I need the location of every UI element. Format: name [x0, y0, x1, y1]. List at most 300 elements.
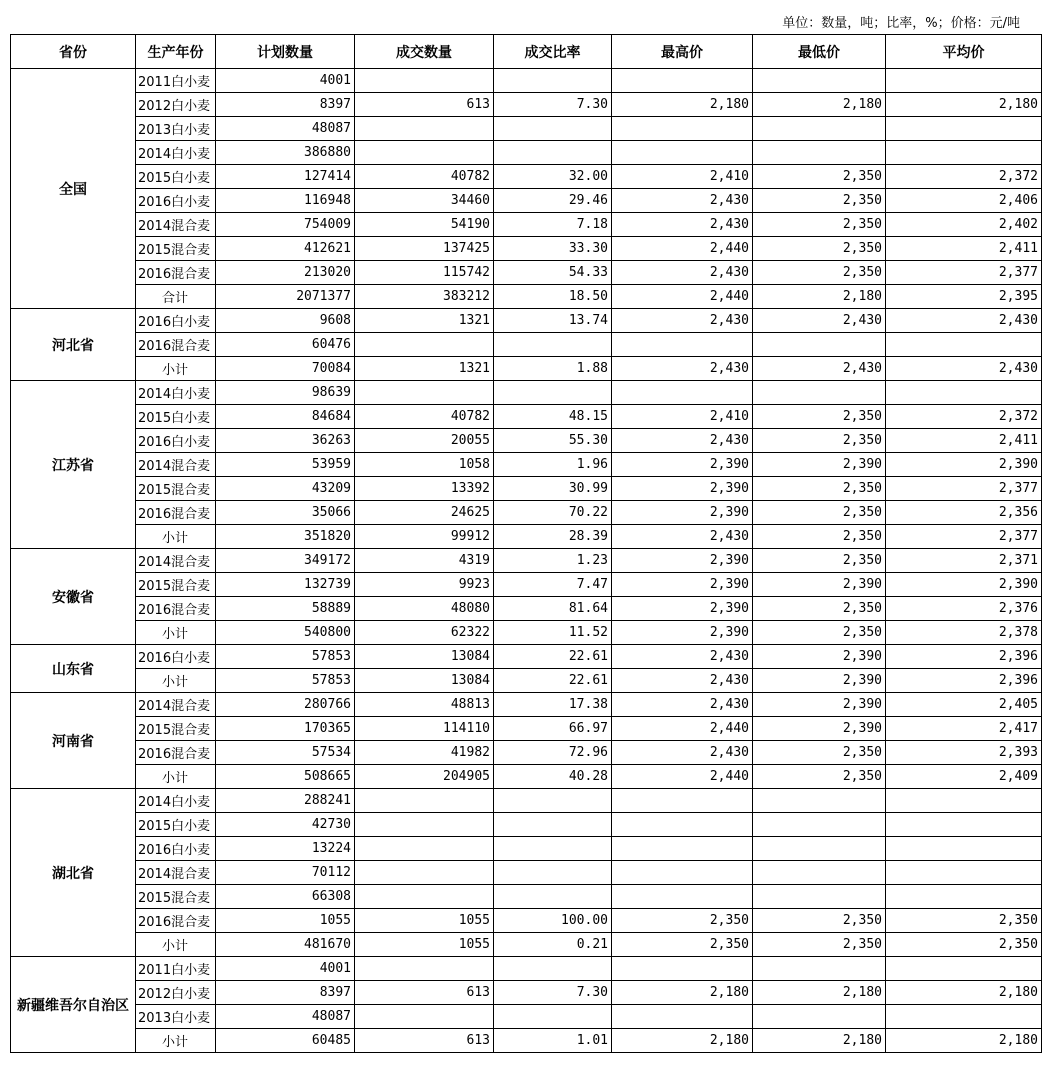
trade-ratio-cell: 54.33: [494, 261, 612, 285]
min-price-cell: 2,350: [753, 429, 886, 453]
trade-ratio-cell: 7.30: [494, 93, 612, 117]
table-row: [11, 237, 1042, 261]
province-cell: 新疆维吾尔自治区: [11, 957, 136, 1053]
min-price-cell: 2,350: [753, 189, 886, 213]
max-price-cell: 2,440: [612, 765, 753, 789]
traded-quantity-cell: [355, 333, 494, 357]
max-price-cell: 2,390: [612, 453, 753, 477]
trade-ratio-cell: [494, 789, 612, 813]
planned-quantity-cell: 42730: [216, 813, 355, 837]
min-price-cell: [753, 789, 886, 813]
avg-price-cell: [886, 861, 1042, 885]
trade-ratio-cell: 11.52: [494, 621, 612, 645]
avg-price-cell: 2,396: [886, 645, 1042, 669]
production-year-cell: 2015混合麦: [136, 885, 216, 909]
avg-price-cell: 2,180: [886, 93, 1042, 117]
traded-quantity-cell: 204905: [355, 765, 494, 789]
trade-ratio-cell: 1.96: [494, 453, 612, 477]
planned-quantity-cell: 70112: [216, 861, 355, 885]
planned-quantity-cell: 98639: [216, 381, 355, 405]
production-year-cell: 2015白小麦: [136, 813, 216, 837]
traded-quantity-cell: 99912: [355, 525, 494, 549]
trade-ratio-cell: 1.01: [494, 1029, 612, 1053]
max-price-cell: [612, 381, 753, 405]
max-price-cell: 2,440: [612, 717, 753, 741]
production-year-cell: 2012白小麦: [136, 93, 216, 117]
avg-price-cell: 2,430: [886, 357, 1042, 381]
province-cell: 全国: [11, 69, 136, 309]
max-price-cell: [612, 1005, 753, 1029]
avg-price-cell: 2,377: [886, 261, 1042, 285]
table-row: [11, 285, 1042, 309]
max-price-cell: 2,390: [612, 573, 753, 597]
table-row: [11, 717, 1042, 741]
min-price-cell: 2,350: [753, 237, 886, 261]
traded-quantity-cell: [355, 885, 494, 909]
trade-ratio-cell: 13.74: [494, 309, 612, 333]
avg-price-cell: [886, 381, 1042, 405]
min-price-cell: 2,180: [753, 981, 886, 1005]
trade-ratio-cell: 72.96: [494, 741, 612, 765]
traded-quantity-cell: 13084: [355, 645, 494, 669]
table-row: [11, 837, 1042, 861]
avg-price-cell: 2,417: [886, 717, 1042, 741]
trade-ratio-cell: [494, 861, 612, 885]
max-price-cell: 2,430: [612, 429, 753, 453]
table-row: [11, 669, 1042, 693]
min-price-cell: [753, 885, 886, 909]
table-body: [11, 69, 1042, 1053]
table-row: [11, 309, 1042, 333]
max-price-cell: 2,430: [612, 741, 753, 765]
max-price-cell: 2,180: [612, 1029, 753, 1053]
table-row: [11, 357, 1042, 381]
production-year-cell: 2013白小麦: [136, 1005, 216, 1029]
production-year-cell: 2015混合麦: [136, 477, 216, 501]
table-row: [11, 93, 1042, 117]
table-row: [11, 1005, 1042, 1029]
planned-quantity-cell: 280766: [216, 693, 355, 717]
trade-ratio-cell: 7.47: [494, 573, 612, 597]
min-price-cell: 2,350: [753, 549, 886, 573]
avg-price-cell: 2,402: [886, 213, 1042, 237]
avg-price-cell: 2,396: [886, 669, 1042, 693]
trade-ratio-cell: 0.21: [494, 933, 612, 957]
trade-ratio-cell: 30.99: [494, 477, 612, 501]
traded-quantity-cell: 40782: [355, 405, 494, 429]
max-price-cell: 2,180: [612, 93, 753, 117]
production-year-cell: 2016混合麦: [136, 333, 216, 357]
production-year-cell: 2014混合麦: [136, 861, 216, 885]
planned-quantity-cell: 53959: [216, 453, 355, 477]
table-row: [11, 549, 1042, 573]
avg-price-cell: [886, 885, 1042, 909]
production-year-cell: 2015混合麦: [136, 237, 216, 261]
avg-price-cell: [886, 69, 1042, 93]
planned-quantity-cell: 43209: [216, 477, 355, 501]
table-row: [11, 861, 1042, 885]
production-year-cell: 合计: [136, 285, 216, 309]
avg-price-cell: 2,371: [886, 549, 1042, 573]
min-price-cell: 2,350: [753, 525, 886, 549]
province-cell: 安徽省: [11, 549, 136, 645]
production-year-cell: 小计: [136, 621, 216, 645]
planned-quantity-cell: 1055: [216, 909, 355, 933]
planned-quantity-cell: 36263: [216, 429, 355, 453]
min-price-cell: [753, 141, 886, 165]
max-price-cell: 2,430: [612, 693, 753, 717]
header-planned-quantity: 计划数量: [216, 35, 355, 69]
min-price-cell: [753, 837, 886, 861]
max-price-cell: [612, 837, 753, 861]
table-row: [11, 813, 1042, 837]
header-province: 省份: [11, 35, 136, 69]
table-row: [11, 165, 1042, 189]
min-price-cell: 2,350: [753, 909, 886, 933]
traded-quantity-cell: 115742: [355, 261, 494, 285]
table-row: [11, 69, 1042, 93]
traded-quantity-cell: [355, 117, 494, 141]
table-row: [11, 909, 1042, 933]
table-row: [11, 885, 1042, 909]
production-year-cell: 2014白小麦: [136, 789, 216, 813]
planned-quantity-cell: 127414: [216, 165, 355, 189]
traded-quantity-cell: [355, 861, 494, 885]
avg-price-cell: [886, 957, 1042, 981]
avg-price-cell: [886, 789, 1042, 813]
production-year-cell: 2015白小麦: [136, 405, 216, 429]
traded-quantity-cell: 13084: [355, 669, 494, 693]
avg-price-cell: 2,411: [886, 237, 1042, 261]
auction-results-table: [10, 34, 1042, 1053]
table-row: [11, 573, 1042, 597]
production-year-cell: 2015白小麦: [136, 165, 216, 189]
max-price-cell: 2,430: [612, 261, 753, 285]
trade-ratio-cell: 17.38: [494, 693, 612, 717]
max-price-cell: 2,350: [612, 909, 753, 933]
min-price-cell: [753, 117, 886, 141]
planned-quantity-cell: 48087: [216, 1005, 355, 1029]
min-price-cell: 2,430: [753, 357, 886, 381]
traded-quantity-cell: 613: [355, 93, 494, 117]
max-price-cell: 2,430: [612, 309, 753, 333]
min-price-cell: 2,390: [753, 453, 886, 477]
max-price-cell: 2,430: [612, 189, 753, 213]
max-price-cell: [612, 141, 753, 165]
header-trade-ratio: 成交比率: [494, 35, 612, 69]
traded-quantity-cell: 613: [355, 1029, 494, 1053]
table-row: [11, 597, 1042, 621]
max-price-cell: 2,390: [612, 597, 753, 621]
traded-quantity-cell: 114110: [355, 717, 494, 741]
avg-price-cell: [886, 837, 1042, 861]
avg-price-cell: [886, 141, 1042, 165]
production-year-cell: 小计: [136, 669, 216, 693]
traded-quantity-cell: [355, 1005, 494, 1029]
table-row: [11, 789, 1042, 813]
planned-quantity-cell: 351820: [216, 525, 355, 549]
planned-quantity-cell: 132739: [216, 573, 355, 597]
planned-quantity-cell: 66308: [216, 885, 355, 909]
traded-quantity-cell: 54190: [355, 213, 494, 237]
trade-ratio-cell: 22.61: [494, 669, 612, 693]
max-price-cell: [612, 789, 753, 813]
avg-price-cell: [886, 813, 1042, 837]
max-price-cell: 2,350: [612, 933, 753, 957]
min-price-cell: 2,390: [753, 693, 886, 717]
trade-ratio-cell: 18.50: [494, 285, 612, 309]
trade-ratio-cell: 22.61: [494, 645, 612, 669]
planned-quantity-cell: 754009: [216, 213, 355, 237]
traded-quantity-cell: [355, 69, 494, 93]
production-year-cell: 2016混合麦: [136, 501, 216, 525]
min-price-cell: [753, 1005, 886, 1029]
trade-ratio-cell: [494, 117, 612, 141]
production-year-cell: 2014混合麦: [136, 213, 216, 237]
table-row: [11, 1029, 1042, 1053]
max-price-cell: 2,390: [612, 549, 753, 573]
min-price-cell: [753, 813, 886, 837]
production-year-cell: 2014白小麦: [136, 381, 216, 405]
traded-quantity-cell: [355, 837, 494, 861]
avg-price-cell: 2,409: [886, 765, 1042, 789]
production-year-cell: 2016白小麦: [136, 837, 216, 861]
table-row: [11, 453, 1042, 477]
traded-quantity-cell: 40782: [355, 165, 494, 189]
trade-ratio-cell: 33.30: [494, 237, 612, 261]
traded-quantity-cell: 1321: [355, 357, 494, 381]
province-cell: 河南省: [11, 693, 136, 789]
avg-price-cell: 2,356: [886, 501, 1042, 525]
header-min-price: 最低价: [753, 35, 886, 69]
table-row: [11, 933, 1042, 957]
production-year-cell: 2012白小麦: [136, 981, 216, 1005]
trade-ratio-cell: 29.46: [494, 189, 612, 213]
min-price-cell: 2,430: [753, 309, 886, 333]
table-row: [11, 621, 1042, 645]
max-price-cell: 2,430: [612, 669, 753, 693]
planned-quantity-cell: 13224: [216, 837, 355, 861]
max-price-cell: 2,440: [612, 237, 753, 261]
max-price-cell: [612, 957, 753, 981]
table-row: [11, 477, 1042, 501]
min-price-cell: [753, 381, 886, 405]
traded-quantity-cell: 1321: [355, 309, 494, 333]
avg-price-cell: 2,377: [886, 525, 1042, 549]
trade-ratio-cell: [494, 333, 612, 357]
trade-ratio-cell: [494, 957, 612, 981]
table-row: [11, 645, 1042, 669]
traded-quantity-cell: 9923: [355, 573, 494, 597]
table-row: [11, 189, 1042, 213]
avg-price-cell: 2,411: [886, 429, 1042, 453]
trade-ratio-cell: 7.30: [494, 981, 612, 1005]
production-year-cell: 2016白小麦: [136, 309, 216, 333]
planned-quantity-cell: 4001: [216, 957, 355, 981]
planned-quantity-cell: 540800: [216, 621, 355, 645]
production-year-cell: 2011白小麦: [136, 957, 216, 981]
planned-quantity-cell: 57534: [216, 741, 355, 765]
table-row: [11, 693, 1042, 717]
avg-price-cell: 2,405: [886, 693, 1042, 717]
trade-ratio-cell: 55.30: [494, 429, 612, 453]
planned-quantity-cell: 48087: [216, 117, 355, 141]
max-price-cell: 2,430: [612, 357, 753, 381]
min-price-cell: 2,390: [753, 645, 886, 669]
avg-price-cell: 2,378: [886, 621, 1042, 645]
planned-quantity-cell: 84684: [216, 405, 355, 429]
table-row: [11, 117, 1042, 141]
planned-quantity-cell: 386880: [216, 141, 355, 165]
max-price-cell: 2,410: [612, 165, 753, 189]
traded-quantity-cell: [355, 381, 494, 405]
min-price-cell: 2,350: [753, 405, 886, 429]
min-price-cell: 2,350: [753, 213, 886, 237]
trade-ratio-cell: [494, 837, 612, 861]
production-year-cell: 2016混合麦: [136, 909, 216, 933]
table-row: [11, 525, 1042, 549]
trade-ratio-cell: 1.88: [494, 357, 612, 381]
planned-quantity-cell: 349172: [216, 549, 355, 573]
header-row: [11, 35, 1042, 69]
traded-quantity-cell: [355, 141, 494, 165]
header-production-year: 生产年份: [136, 35, 216, 69]
table-row: [11, 381, 1042, 405]
max-price-cell: 2,180: [612, 981, 753, 1005]
planned-quantity-cell: 4001: [216, 69, 355, 93]
avg-price-cell: 2,390: [886, 573, 1042, 597]
table-row: [11, 741, 1042, 765]
traded-quantity-cell: 34460: [355, 189, 494, 213]
avg-price-cell: [886, 117, 1042, 141]
production-year-cell: 2013白小麦: [136, 117, 216, 141]
avg-price-cell: 2,372: [886, 405, 1042, 429]
trade-ratio-cell: 40.28: [494, 765, 612, 789]
table-row: [11, 213, 1042, 237]
production-year-cell: 小计: [136, 525, 216, 549]
unit-note: 单位：数量，吨；比率，%；价格：元/吨: [782, 16, 1020, 31]
planned-quantity-cell: 58889: [216, 597, 355, 621]
avg-price-cell: [886, 1005, 1042, 1029]
avg-price-cell: 2,393: [886, 741, 1042, 765]
planned-quantity-cell: 8397: [216, 93, 355, 117]
production-year-cell: 2016白小麦: [136, 645, 216, 669]
max-price-cell: 2,430: [612, 213, 753, 237]
min-price-cell: 2,390: [753, 717, 886, 741]
min-price-cell: 2,350: [753, 621, 886, 645]
header-avg-price: 平均价: [886, 35, 1042, 69]
table-row: [11, 333, 1042, 357]
planned-quantity-cell: 412621: [216, 237, 355, 261]
header-traded-quantity: 成交数量: [355, 35, 494, 69]
avg-price-cell: 2,180: [886, 981, 1042, 1005]
planned-quantity-cell: 508665: [216, 765, 355, 789]
avg-price-cell: 2,350: [886, 909, 1042, 933]
trade-ratio-cell: 7.18: [494, 213, 612, 237]
min-price-cell: 2,350: [753, 933, 886, 957]
avg-price-cell: 2,406: [886, 189, 1042, 213]
trade-ratio-cell: [494, 69, 612, 93]
traded-quantity-cell: 48080: [355, 597, 494, 621]
max-price-cell: [612, 117, 753, 141]
avg-price-cell: 2,430: [886, 309, 1042, 333]
min-price-cell: 2,350: [753, 165, 886, 189]
max-price-cell: [612, 69, 753, 93]
planned-quantity-cell: 57853: [216, 669, 355, 693]
max-price-cell: [612, 813, 753, 837]
traded-quantity-cell: 4319: [355, 549, 494, 573]
traded-quantity-cell: [355, 789, 494, 813]
traded-quantity-cell: 1058: [355, 453, 494, 477]
planned-quantity-cell: 213020: [216, 261, 355, 285]
trade-ratio-cell: 70.22: [494, 501, 612, 525]
table-row: [11, 501, 1042, 525]
traded-quantity-cell: 137425: [355, 237, 494, 261]
trade-ratio-cell: 1.23: [494, 549, 612, 573]
min-price-cell: [753, 333, 886, 357]
avg-price-cell: 2,350: [886, 933, 1042, 957]
planned-quantity-cell: 481670: [216, 933, 355, 957]
planned-quantity-cell: 9608: [216, 309, 355, 333]
max-price-cell: 2,390: [612, 477, 753, 501]
trade-ratio-cell: 100.00: [494, 909, 612, 933]
production-year-cell: 小计: [136, 357, 216, 381]
max-price-cell: [612, 861, 753, 885]
table-row: [11, 981, 1042, 1005]
table-row: [11, 765, 1042, 789]
production-year-cell: 2014混合麦: [136, 453, 216, 477]
min-price-cell: 2,390: [753, 573, 886, 597]
production-year-cell: 小计: [136, 933, 216, 957]
production-year-cell: 2014混合麦: [136, 549, 216, 573]
min-price-cell: 2,350: [753, 501, 886, 525]
province-cell: 山东省: [11, 645, 136, 693]
avg-price-cell: 2,395: [886, 285, 1042, 309]
planned-quantity-cell: 8397: [216, 981, 355, 1005]
avg-price-cell: 2,390: [886, 453, 1042, 477]
min-price-cell: [753, 861, 886, 885]
production-year-cell: 小计: [136, 1029, 216, 1053]
production-year-cell: 2016白小麦: [136, 189, 216, 213]
traded-quantity-cell: 1055: [355, 933, 494, 957]
table-row: [11, 261, 1042, 285]
trade-ratio-cell: [494, 141, 612, 165]
planned-quantity-cell: 35066: [216, 501, 355, 525]
trade-ratio-cell: 28.39: [494, 525, 612, 549]
production-year-cell: 2014白小麦: [136, 141, 216, 165]
min-price-cell: 2,350: [753, 741, 886, 765]
max-price-cell: 2,390: [612, 501, 753, 525]
min-price-cell: 2,350: [753, 261, 886, 285]
trade-ratio-cell: 66.97: [494, 717, 612, 741]
production-year-cell: 2014混合麦: [136, 693, 216, 717]
min-price-cell: [753, 69, 886, 93]
min-price-cell: 2,350: [753, 765, 886, 789]
trade-ratio-cell: 81.64: [494, 597, 612, 621]
production-year-cell: 2016混合麦: [136, 261, 216, 285]
production-year-cell: 2015混合麦: [136, 717, 216, 741]
traded-quantity-cell: 62322: [355, 621, 494, 645]
min-price-cell: 2,350: [753, 477, 886, 501]
table-row: [11, 957, 1042, 981]
min-price-cell: 2,180: [753, 1029, 886, 1053]
header-max-price: 最高价: [612, 35, 753, 69]
planned-quantity-cell: 116948: [216, 189, 355, 213]
planned-quantity-cell: 70084: [216, 357, 355, 381]
avg-price-cell: 2,372: [886, 165, 1042, 189]
max-price-cell: 2,410: [612, 405, 753, 429]
planned-quantity-cell: 60476: [216, 333, 355, 357]
